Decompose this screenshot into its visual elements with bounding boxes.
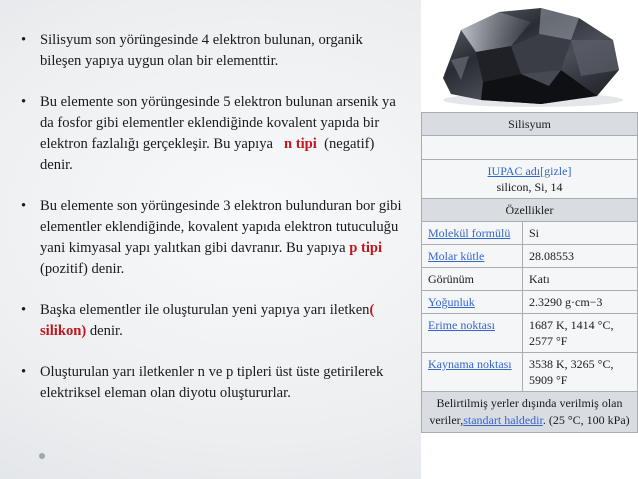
bullet-4-post: denir. [86, 323, 123, 339]
melting-point-link[interactable]: Erime noktası [428, 318, 495, 332]
iupac-name-link[interactable]: IUPAC adı [487, 164, 541, 178]
infobox-row-melting-point [422, 314, 638, 353]
p-type-highlight: p tipi [349, 240, 383, 256]
element-infobox [421, 112, 638, 433]
infobox-footer [422, 392, 638, 433]
bullet-3-pre: Bu elemente son yörüngesinde 3 elektron bulunduran bor gibi elementler eklendiğinde, kovalent yapıda elektron tutuculuğu yani kimyasal yapı yalıtkan gibi davranır. Bu yapıya [40, 198, 402, 256]
iupac-cell [422, 160, 638, 199]
slide-dot-decoration [39, 453, 45, 459]
bullet-2 [18, 92, 406, 176]
bullet-5 [18, 362, 406, 404]
bullet-2-pre: Bu elemente son yörüngesinde 5 elektron bulunan arsenik ya da fosfor gibi elementler eklendiğinde kovalent yapıda bir elektron fazlalığı gerçekleşir. Bu yapıya [40, 94, 400, 152]
infobox-panel [421, 0, 638, 479]
bullet-list [18, 30, 406, 424]
hide-toggle-link[interactable]: [gizle] [540, 164, 572, 178]
infobox-row-boiling-point [422, 353, 638, 392]
infobox-blank-row [422, 136, 638, 160]
bullet-4 [18, 300, 406, 342]
melting-point-value: 1687 K, 1414 °C, 2577 °F [523, 314, 638, 353]
molecular-formula-link[interactable]: Molekül formülü [428, 226, 511, 240]
density-value: 2.3290 g·cm−3 [523, 291, 638, 314]
properties-header: Özellikler [422, 199, 638, 222]
molecular-formula-value: Si [523, 222, 638, 245]
bullet-1 [18, 30, 406, 72]
infobox-row-appearance [422, 268, 638, 291]
silicon-highlight: ( silikon) [40, 302, 375, 339]
bullet-5-text: Oluşturulan yarı iletkenler n ve p tipleri üst üste getirilerek elektriksel eleman olan diyotu oluştururlar. [40, 364, 384, 401]
bullet-1-text: Silisyum son yörüngesinde 4 elektron bulunan, organik bileşen yapıya uygun olan bir elementtir. [40, 32, 363, 69]
bullet-2-post: (negatif) denir. [40, 136, 379, 173]
infobox-row-molar-mass [422, 245, 638, 268]
n-type-highlight: n tipi [283, 136, 317, 152]
bullet-3-post: (pozitif) denir. [40, 261, 125, 277]
molar-mass-link[interactable]: Molar kütle [428, 249, 485, 263]
molar-mass-value: 28.08553 [523, 245, 638, 268]
infobox-row-molecular-formula [422, 222, 638, 245]
infobox-row-density [422, 291, 638, 314]
appearance-label: Görünüm [422, 268, 523, 291]
silicon-chunk-image [421, 0, 638, 112]
footer-post: . (25 °C, 100 kPa) [542, 413, 630, 427]
boiling-point-value: 3538 K, 3265 °C, 5909 °F [523, 353, 638, 392]
standard-state-link[interactable]: standart haldedir [463, 413, 543, 427]
iupac-value: silicon, Si, 14 [496, 180, 563, 194]
footer-pre: Belirtilmiş yerler dışında verilmiş olan veriler, [429, 396, 623, 427]
silicon-photo [421, 0, 638, 112]
density-link[interactable]: Yoğunluk [428, 295, 475, 309]
infobox-title: Silisyum [422, 113, 638, 136]
bullet-4-pre: Başka elementler ile oluşturulan yeni yapıya yarı iletken [40, 302, 370, 318]
boiling-point-link[interactable]: Kaynama noktası [428, 357, 512, 371]
bullet-3 [18, 196, 406, 280]
appearance-value: Katı [523, 268, 638, 291]
